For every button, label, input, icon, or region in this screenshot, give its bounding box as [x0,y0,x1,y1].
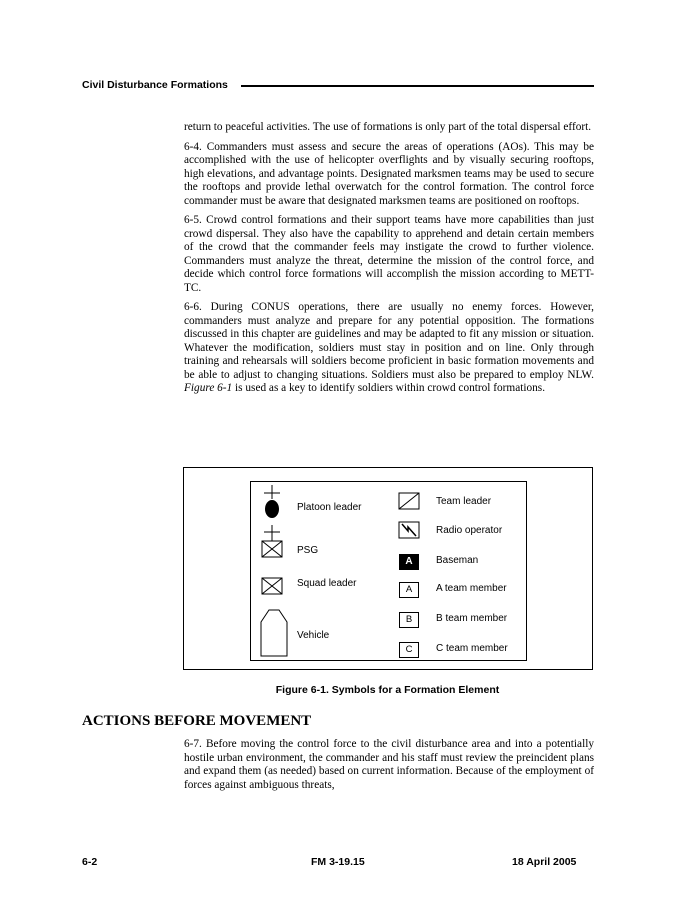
body-text-top [184,121,594,402]
body-text-bottom [184,738,594,798]
label-b-team-member: B team member [436,613,508,624]
paragraph-6-4: 6-4. Commanders must assess and secure the areas of operations (AOs). This may be accomplished with the use of helicopter overflights and by visually securing rooftops, high elevations, and advantage points. Designated marksmen teams may be used to secure the rooftops and provide lethal overwatch for the control formation. The control force commander must be aware that designated marksmen teams are positioned on rooftops. [184,140,594,207]
label-c-team-member: C team member [436,643,508,654]
running-head: Civil Disturbance Formations [82,79,228,91]
figure-reference: Figure 6-1 [184,382,233,394]
label-baseman: Baseman [436,555,479,566]
label-team-leader: Team leader [436,496,492,507]
vehicle-symbol [259,608,289,658]
platoon-leader-symbol [261,485,283,519]
label-radio-operator: Radio operator [436,525,503,536]
label-squad-leader: Squad leader [297,578,357,589]
footer-page-number: 6-2 [82,856,98,868]
paragraph-6-7: 6-7. Before moving the control force to the civil disturbance area and into a potentially hostile urban environment, the commander and his staff must review the preincident plans and expand them (as needed) based on current information. Because of the employment of forces against ambiguous threats, [184,738,594,791]
c-team-symbol: C [399,642,419,658]
paragraph-6-5: 6-5. Crowd control formations and their support teams have more capabilities than just crowd dispersal. They also have the capability to apprehend and detain certain members of the crowd that the commander feels may instigate the crowd to further violence. Commanders must analyze the threat, determine the mission of the control force, and decide which control force formations will accomplish the mission according to METT-TC. [184,214,594,294]
section-heading: ACTIONS BEFORE MOVEMENT [82,713,312,729]
label-a-team-member: A team member [436,583,507,594]
squad-leader-symbol [260,576,284,596]
paragraph-continued: return to peaceful activities. The use of formations is only part of the total dispersal effort. [184,121,592,133]
label-platoon-leader: Platoon leader [297,502,362,513]
psg-symbol [260,525,284,559]
paragraph-6-6-text-b: is used as a key to identify soldiers within crowd control formations. [232,382,546,394]
figure-6-1 [183,467,593,670]
radio-operator-symbol [397,520,421,540]
paragraph-6-6 [184,301,594,396]
team-leader-symbol [397,491,421,511]
b-team-symbol: B [399,612,419,628]
paragraph-6-6-text-a: 6-6. During CONUS operations, there are usually no enemy forces. However, commanders must analyze and prepare for any potential opposition. The formations discussed in this chapter are guidelines and may be adapted to fit any mission or situation. Whatever the modification, soldiers must stay in position and on line. Only through training and rehearsals will soldiers become proficient in basic formation movements and be able to adjust to changing situations. Soldiers must also be prepared to employ NLW. [184,301,594,381]
label-psg: PSG [297,545,319,556]
a-team-symbol: A [399,582,419,598]
footer-manual-number: FM 3-19.15 [311,856,365,868]
label-vehicle: Vehicle [297,630,330,641]
header-rule [241,85,594,87]
baseman-symbol: A [399,554,419,570]
figure-caption: Figure 6-1. Symbols for a Formation Element [275,684,500,696]
footer-date: 18 April 2005 [512,856,577,868]
symbol-legend [250,481,527,661]
